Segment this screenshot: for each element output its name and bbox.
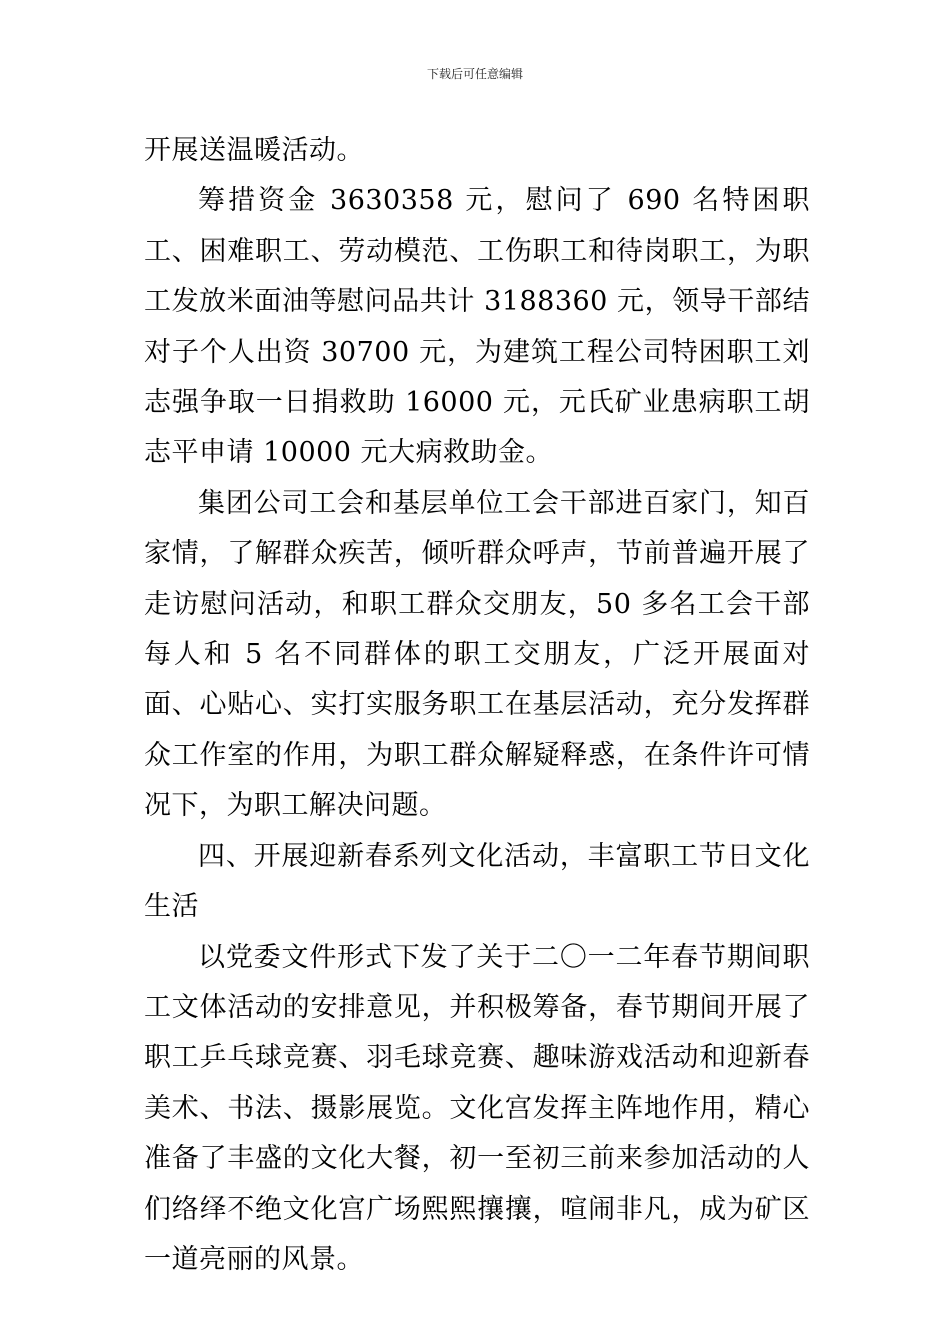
paragraph-continuation: 开展送温暖活动。 <box>144 135 364 166</box>
paragraph-funds: 筹措资金 3630358 元，慰问了 690 名特困职工、困难职工、劳动模范、工伤职工和待岗职工，为职工发放米面油等慰问品共计 3188360 元，领导干部结对子个人出资 30700 元，为建筑工程公司特困职工刘志强争取一日捐救助 16000 元，元氏矿业患病职工胡志平申请 10000 元大病救助金。 <box>144 185 810 469</box>
page-header-note: 下载后可任意编辑 <box>426 67 523 81</box>
section-heading-four: 四、开展迎新春系列文化活动，丰富职工节日文化生活 <box>144 840 810 923</box>
document-body <box>144 126 810 1285</box>
paragraph-visits: 集团公司工会和基层单位工会干部进百家门，知百家情，了解群众疾苦，倾听群众呼声，节前普遍开展了走访慰问活动，和职工群众交朋友，50 多名工会干部每人和 5 名不同群体的职工交朋友，广泛开展面对面、心贴心、实打实服务职工在基层活动，充分发挥群众工作室的作用，为职工群众解疑释惑，在条件许可情况下，为职工解决问题。 <box>144 487 810 822</box>
paragraph-culture: 以党委文件形式下发了关于二〇一二年春节期间职工文体活动的安排意见，并积极筹备，春节期间开展了职工乒乓球竞赛、羽毛球竞赛、趣味游戏活动和迎新春美术、书法、摄影展览。文化宫发挥主阵地作用，精心准备了丰盛的文化大餐，初一至初三前来参加活动的人们络绎不绝文化宫广场熙熙攘攘，喧闹非凡，成为矿区一道亮丽的风景。 <box>144 941 810 1275</box>
